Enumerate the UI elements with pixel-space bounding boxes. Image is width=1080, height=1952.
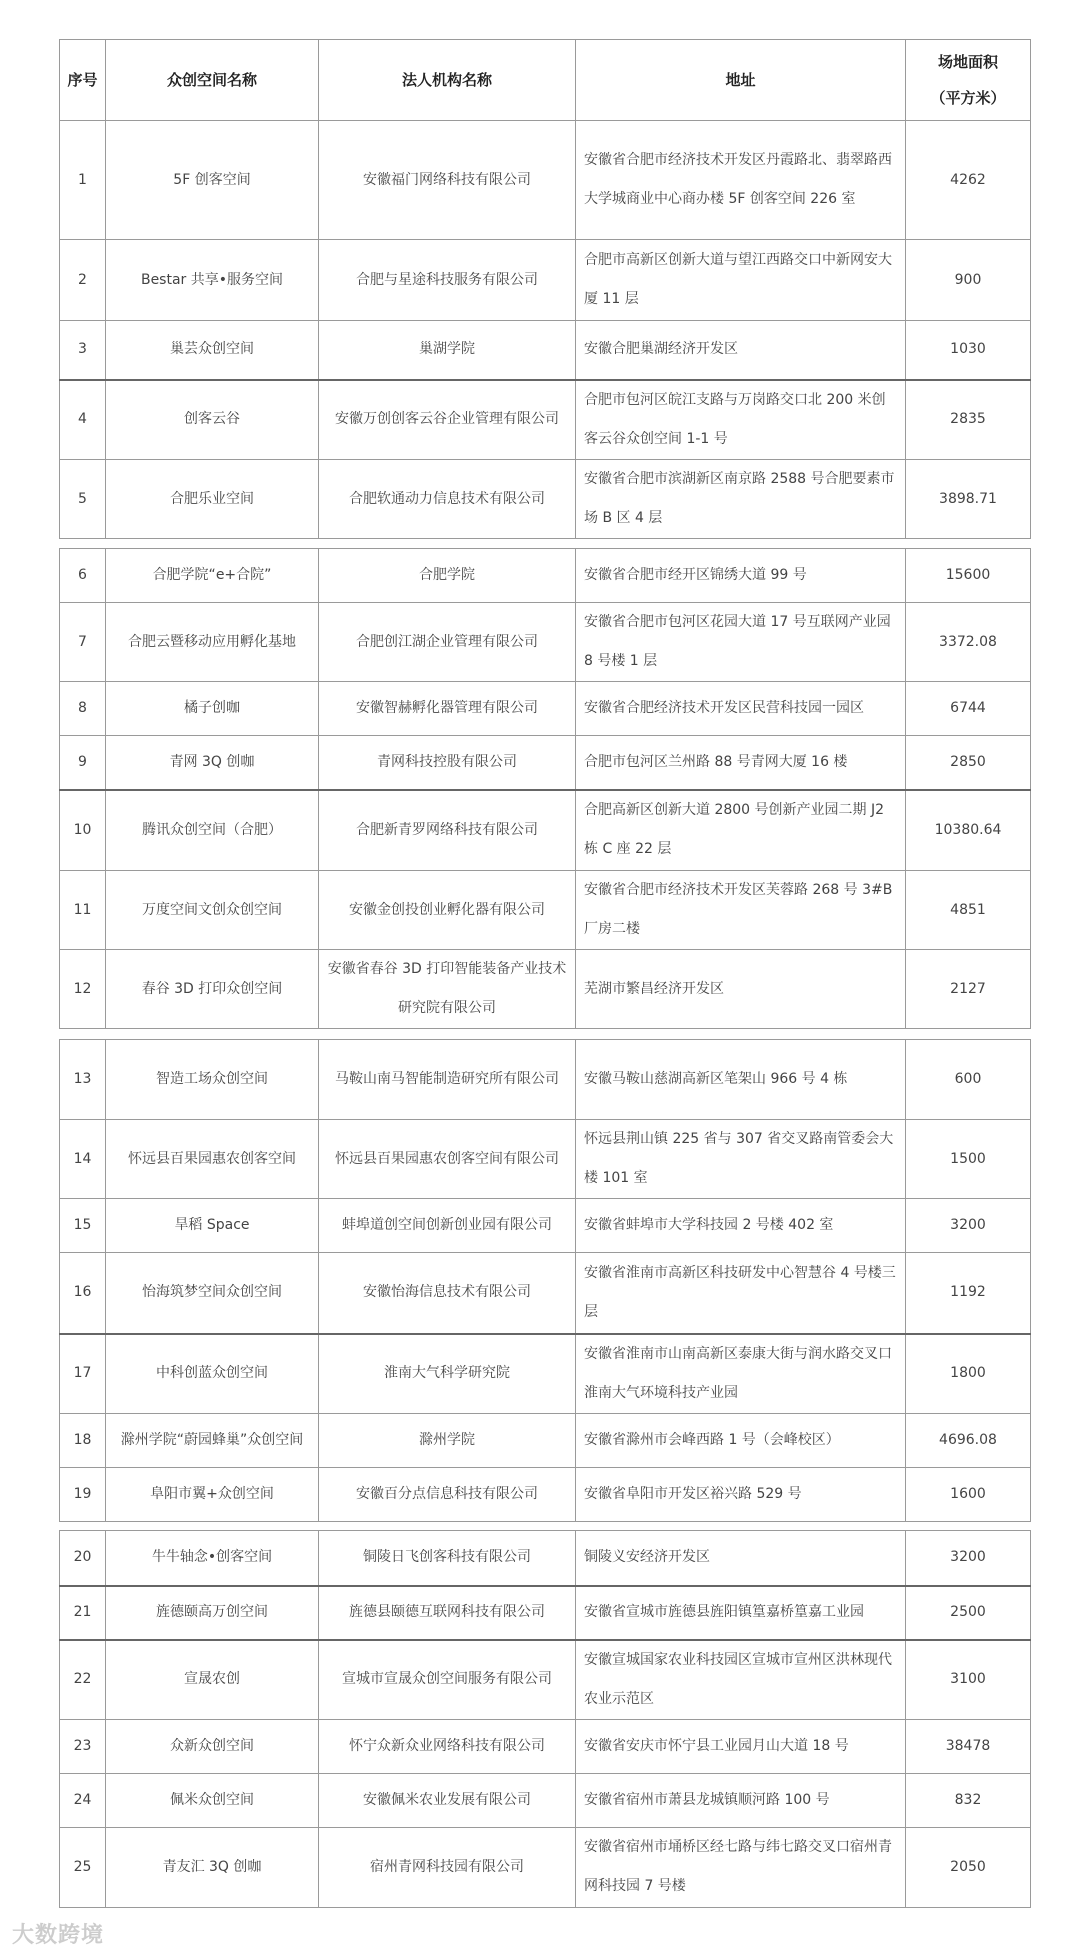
space-name: 众新众创空间 bbox=[106, 1719, 319, 1773]
row-number: 11 bbox=[60, 871, 106, 950]
address: 安徽省合肥市经济技术开发区芙蓉路 268 号 3#B 厂房二楼 bbox=[576, 871, 906, 950]
address: 安徽省合肥经济技术开发区民营科技园一园区 bbox=[576, 682, 906, 736]
org-name: 宣城市宣晟众创空间服务有限公司 bbox=[319, 1640, 576, 1720]
table-row bbox=[60, 1199, 1031, 1253]
org-name: 合肥创江湖企业管理有限公司 bbox=[319, 603, 576, 682]
table-row bbox=[60, 1719, 1031, 1773]
org-name: 旌德县颐德互联网科技有限公司 bbox=[319, 1586, 576, 1640]
area-value: 2835 bbox=[906, 380, 1031, 460]
watermark-logo: 大数跨境 bbox=[12, 1923, 105, 1948]
area-value: 3100 bbox=[906, 1640, 1031, 1720]
space-name: 滁州学院“蔚园蜂巢”众创空间 bbox=[106, 1413, 319, 1467]
table-row bbox=[60, 871, 1031, 950]
table-row bbox=[60, 1120, 1031, 1199]
area-value: 10380.64 bbox=[906, 790, 1031, 871]
table-row bbox=[60, 1586, 1031, 1640]
row-number: 24 bbox=[60, 1773, 106, 1827]
row-number: 19 bbox=[60, 1467, 106, 1521]
space-name: 合肥云暨移动应用孵化基地 bbox=[106, 603, 319, 682]
space-name: 牛牛轴念•创客空间 bbox=[106, 1531, 319, 1586]
org-name: 安徽百分点信息科技有限公司 bbox=[319, 1467, 576, 1521]
address: 安徽省合肥市经济技术开发区丹霞路北、翡翠路西大学城商业中心商办楼 5F 创客空间 226 室 bbox=[576, 121, 906, 240]
space-name: 阜阳市翼+众创空间 bbox=[106, 1467, 319, 1521]
space-name: 怡海筑梦空间众创空间 bbox=[106, 1253, 319, 1334]
org-name: 合肥软通动力信息技术有限公司 bbox=[319, 460, 576, 539]
table-row bbox=[60, 736, 1031, 790]
org-name: 蚌埠道创空间创新创业园有限公司 bbox=[319, 1199, 576, 1253]
space-name: 万度空间文创众创空间 bbox=[106, 871, 319, 950]
table-row bbox=[60, 380, 1031, 460]
table-row bbox=[60, 240, 1031, 321]
area-value: 2500 bbox=[906, 1586, 1031, 1640]
address: 安徽马鞍山慈湖高新区笔架山 966 号 4 栋 bbox=[576, 1040, 906, 1120]
table-row bbox=[60, 790, 1031, 871]
address: 安徽合肥巢湖经济开发区 bbox=[576, 321, 906, 380]
table-row bbox=[60, 1531, 1031, 1586]
area-value: 900 bbox=[906, 240, 1031, 321]
address: 安徽省合肥市包河区花园大道 17 号互联网产业园 8 号楼 1 层 bbox=[576, 603, 906, 682]
header-no: 序号 bbox=[60, 40, 106, 121]
header-space-name: 众创空间名称 bbox=[106, 40, 319, 121]
area-value: 600 bbox=[906, 1040, 1031, 1120]
table-header-row bbox=[60, 40, 1031, 121]
row-number: 7 bbox=[60, 603, 106, 682]
table-row bbox=[60, 1253, 1031, 1334]
space-name: 腾讯众创空间（合肥） bbox=[106, 790, 319, 871]
address: 安徽省淮南市高新区科技研发中心智慧谷 4 号楼三层 bbox=[576, 1253, 906, 1334]
org-name: 合肥新青罗网络科技有限公司 bbox=[319, 790, 576, 871]
space-name: 合肥学院“e+合院” bbox=[106, 549, 319, 603]
org-name: 安徽省春谷 3D 打印智能装备产业技术研究院有限公司 bbox=[319, 950, 576, 1029]
space-name: 怀远县百果园惠农创客空间 bbox=[106, 1120, 319, 1199]
address: 安徽省宣城市旌德县旌阳镇篁嘉桥篁嘉工业园 bbox=[576, 1586, 906, 1640]
table-row bbox=[60, 1773, 1031, 1827]
table-row bbox=[60, 1413, 1031, 1467]
header-area-line: 场地面积 bbox=[937, 53, 998, 71]
row-number: 25 bbox=[60, 1827, 106, 1907]
table-row bbox=[60, 1467, 1031, 1521]
area-value: 6744 bbox=[906, 682, 1031, 736]
org-name: 宿州青网科技园有限公司 bbox=[319, 1827, 576, 1907]
space-name: 中科创蓝众创空间 bbox=[106, 1334, 319, 1414]
address: 安徽宣城国家农业科技园区宣城市宣州区洪林现代农业示范区 bbox=[576, 1640, 906, 1720]
table-row bbox=[60, 1334, 1031, 1414]
space-name: 智造工场众创空间 bbox=[106, 1040, 319, 1120]
address: 安徽省滁州市会峰西路 1 号（会峰校区） bbox=[576, 1413, 906, 1467]
space-name: 创客云谷 bbox=[106, 380, 319, 460]
area-value: 2127 bbox=[906, 950, 1031, 1029]
address: 安徽省安庆市怀宁县工业园月山大道 18 号 bbox=[576, 1719, 906, 1773]
org-name: 青网科技控股有限公司 bbox=[319, 736, 576, 790]
address: 安徽省合肥市经开区锦绣大道 99 号 bbox=[576, 549, 906, 603]
area-value: 1192 bbox=[906, 1253, 1031, 1334]
org-name: 淮南大气科学研究院 bbox=[319, 1334, 576, 1414]
space-name: 青友汇 3Q 创咖 bbox=[106, 1827, 319, 1907]
address: 合肥市包河区兰州路 88 号青网大厦 16 楼 bbox=[576, 736, 906, 790]
org-name: 安徽智赫孵化器管理有限公司 bbox=[319, 682, 576, 736]
address: 安徽省合肥市滨湖新区南京路 2588 号合肥要素市场 B 区 4 层 bbox=[576, 460, 906, 539]
org-name: 安徽怡海信息技术有限公司 bbox=[319, 1253, 576, 1334]
row-number: 18 bbox=[60, 1413, 106, 1467]
space-name: 旱稻 Space bbox=[106, 1199, 319, 1253]
table-row bbox=[60, 603, 1031, 682]
org-name: 铜陵日飞创客科技有限公司 bbox=[319, 1531, 576, 1586]
area-value: 1600 bbox=[906, 1467, 1031, 1521]
org-name: 巢湖学院 bbox=[319, 321, 576, 380]
org-name: 马鞍山南马智能制造研究所有限公司 bbox=[319, 1040, 576, 1120]
address: 安徽省阜阳市开发区裕兴路 529 号 bbox=[576, 1467, 906, 1521]
row-number: 23 bbox=[60, 1719, 106, 1773]
row-number: 2 bbox=[60, 240, 106, 321]
row-number: 8 bbox=[60, 682, 106, 736]
address: 铜陵义安经济开发区 bbox=[576, 1531, 906, 1586]
space-name: Bestar 共享•服务空间 bbox=[106, 240, 319, 321]
address: 怀远县荆山镇 225 省与 307 省交叉路南管委会大楼 101 室 bbox=[576, 1120, 906, 1199]
table-row bbox=[60, 321, 1031, 380]
org-name: 怀宁众新众业网络科技有限公司 bbox=[319, 1719, 576, 1773]
table-row bbox=[60, 682, 1031, 736]
address: 安徽省淮南市山南高新区泰康大街与润水路交叉口淮南大气环境科技产业园 bbox=[576, 1334, 906, 1414]
table-row bbox=[60, 1827, 1031, 1907]
space-name: 春谷 3D 打印众创空间 bbox=[106, 950, 319, 1029]
table-row bbox=[60, 1640, 1031, 1720]
row-number: 15 bbox=[60, 1199, 106, 1253]
row-number: 17 bbox=[60, 1334, 106, 1414]
area-value: 4851 bbox=[906, 871, 1031, 950]
row-number: 1 bbox=[60, 121, 106, 240]
row-number: 13 bbox=[60, 1040, 106, 1120]
space-name: 青网 3Q 创咖 bbox=[106, 736, 319, 790]
space-name: 巢芸众创空间 bbox=[106, 321, 319, 380]
row-number: 9 bbox=[60, 736, 106, 790]
org-name: 滁州学院 bbox=[319, 1413, 576, 1467]
table-row bbox=[60, 549, 1031, 603]
area-value: 3200 bbox=[906, 1531, 1031, 1586]
table-row bbox=[60, 460, 1031, 539]
space-name: 宣晟农创 bbox=[106, 1640, 319, 1720]
table-section bbox=[59, 39, 1031, 539]
table-row bbox=[60, 121, 1031, 240]
org-name: 合肥与星途科技服务有限公司 bbox=[319, 240, 576, 321]
row-number: 22 bbox=[60, 1640, 106, 1720]
header-address: 地址 bbox=[576, 40, 906, 121]
table-section bbox=[59, 1039, 1031, 1522]
table-row bbox=[60, 950, 1031, 1029]
org-name: 怀远县百果园惠农创客空间有限公司 bbox=[319, 1120, 576, 1199]
area-value: 4696.08 bbox=[906, 1413, 1031, 1467]
table-section bbox=[59, 548, 1031, 1029]
row-number: 10 bbox=[60, 790, 106, 871]
area-value: 3372.08 bbox=[906, 603, 1031, 682]
address: 芜湖市繁昌经济开发区 bbox=[576, 950, 906, 1029]
area-value: 3200 bbox=[906, 1199, 1031, 1253]
space-name: 合肥乐业空间 bbox=[106, 460, 319, 539]
row-number: 14 bbox=[60, 1120, 106, 1199]
area-value: 1030 bbox=[906, 321, 1031, 380]
org-name: 安徽金创投创业孵化器有限公司 bbox=[319, 871, 576, 950]
area-value: 2850 bbox=[906, 736, 1031, 790]
address: 合肥市包河区皖江支路与万岗路交口北 200 米创客云谷众创空间 1-1 号 bbox=[576, 380, 906, 460]
header-area-line: （平方米） bbox=[930, 89, 1006, 107]
area-value: 15600 bbox=[906, 549, 1031, 603]
table-row bbox=[60, 1040, 1031, 1120]
org-name: 安徽万创创客云谷企业管理有限公司 bbox=[319, 380, 576, 460]
address: 安徽省宿州市萧县龙城镇顺河路 100 号 bbox=[576, 1773, 906, 1827]
area-value: 1500 bbox=[906, 1120, 1031, 1199]
row-number: 5 bbox=[60, 460, 106, 539]
header-org-name: 法人机构名称 bbox=[319, 40, 576, 121]
header-area bbox=[906, 40, 1031, 121]
row-number: 3 bbox=[60, 321, 106, 380]
table-section bbox=[59, 1530, 1031, 1908]
area-value: 3898.71 bbox=[906, 460, 1031, 539]
org-name: 合肥学院 bbox=[319, 549, 576, 603]
row-number: 20 bbox=[60, 1531, 106, 1586]
row-number: 12 bbox=[60, 950, 106, 1029]
space-name: 旌德颐高万创空间 bbox=[106, 1586, 319, 1640]
address: 合肥高新区创新大道 2800 号创新产业园二期 J2 栋 C 座 22 层 bbox=[576, 790, 906, 871]
address: 安徽省蚌埠市大学科技园 2 号楼 402 室 bbox=[576, 1199, 906, 1253]
row-number: 21 bbox=[60, 1586, 106, 1640]
area-value: 832 bbox=[906, 1773, 1031, 1827]
area-value: 4262 bbox=[906, 121, 1031, 240]
row-number: 16 bbox=[60, 1253, 106, 1334]
address: 合肥市高新区创新大道与望江西路交口中新网安大厦 11 层 bbox=[576, 240, 906, 321]
space-name: 佩米众创空间 bbox=[106, 1773, 319, 1827]
area-value: 38478 bbox=[906, 1719, 1031, 1773]
org-name: 安徽福门网络科技有限公司 bbox=[319, 121, 576, 240]
org-name: 安徽佩米农业发展有限公司 bbox=[319, 1773, 576, 1827]
space-name: 橘子创咖 bbox=[106, 682, 319, 736]
row-number: 6 bbox=[60, 549, 106, 603]
space-name: 5F 创客空间 bbox=[106, 121, 319, 240]
row-number: 4 bbox=[60, 380, 106, 460]
area-value: 1800 bbox=[906, 1334, 1031, 1414]
area-value: 2050 bbox=[906, 1827, 1031, 1907]
address: 安徽省宿州市埇桥区经七路与纬七路交叉口宿州青网科技园 7 号楼 bbox=[576, 1827, 906, 1907]
